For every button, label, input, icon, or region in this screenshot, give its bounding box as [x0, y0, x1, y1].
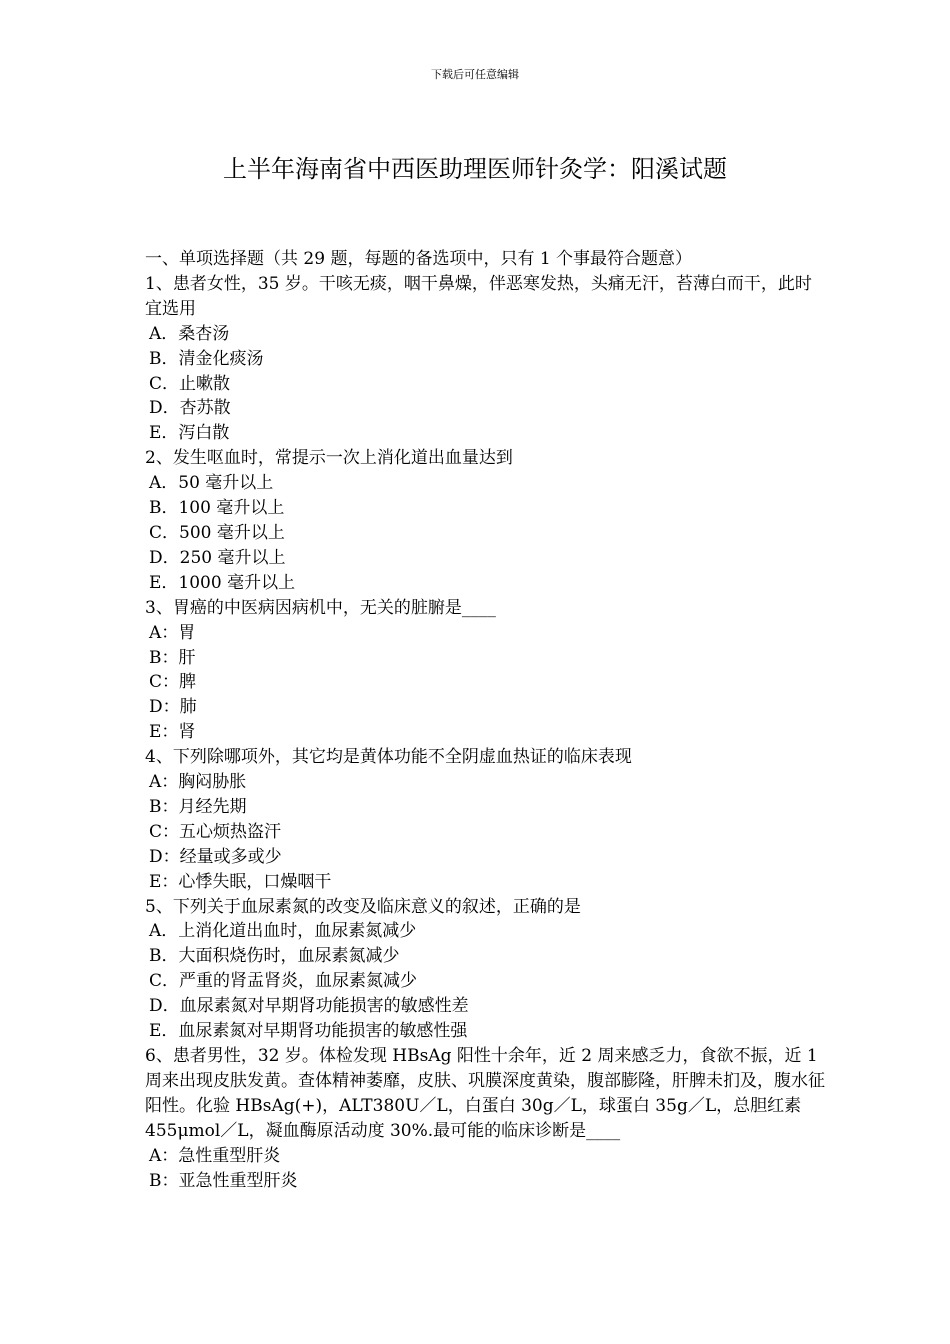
- section-heading: 一、单项选择题（共 29 题，每题的备选项中，只有 1 个事最符合题意）: [145, 249, 693, 269]
- option-b: B：亚急性重型肝炎: [149, 1170, 298, 1191]
- question-1: [145, 272, 825, 446]
- page-header-note: 下载后可任意编辑: [431, 68, 519, 81]
- question-stem: 1、患者女性，35 岁。干咳无痰，咽干鼻燥，伴恶寒发热，头痛无汗，苔薄白而干，此时宜选用: [145, 273, 812, 319]
- option-e: E．泻白散: [149, 423, 230, 444]
- question-stem: 4、下列除哪项外，其它均是黄体功能不全阴虚血热证的临床表现: [145, 747, 632, 768]
- document-title: 上半年海南省中西医助理医师针灸学：阳溪试题: [223, 155, 727, 183]
- question-4: [145, 745, 825, 894]
- option-d: D：肺: [149, 697, 197, 718]
- option-a: A．桑杏汤: [149, 323, 230, 344]
- option-b: B：肝: [149, 647, 196, 668]
- question-stem: 3、胃癌的中医病因病机中，无关的脏腑是____: [145, 597, 496, 618]
- option-c: C．止嗽散: [149, 373, 231, 394]
- option-c: C：五心烦热盗汗: [149, 821, 282, 842]
- option-d: D：经量或多或少: [149, 846, 282, 867]
- option-e: E．血尿素氮对早期肾功能损害的敏感性强: [149, 1021, 468, 1042]
- option-a: A．上消化道出血时，血尿素氮减少: [149, 921, 417, 942]
- option-a: A：胃: [149, 622, 196, 643]
- question-2: [145, 446, 825, 595]
- option-e: E：肾: [149, 722, 196, 743]
- option-e: E：心悸失眠，口燥咽干: [149, 871, 332, 892]
- question-6: [145, 1044, 825, 1193]
- option-d: D．250 毫升以上: [149, 547, 286, 568]
- question-stem: 5、下列关于血尿素氮的改变及临床意义的叙述，正确的是: [145, 896, 581, 917]
- option-a: A：急性重型肝炎: [149, 1145, 281, 1166]
- option-b: B：月经先期: [149, 796, 247, 817]
- option-a: A．50 毫升以上: [149, 473, 274, 494]
- question-3: [145, 596, 825, 745]
- option-e: E．1000 毫升以上: [149, 572, 296, 593]
- option-c: C．严重的肾盂肾炎，血尿素氮减少: [149, 971, 418, 992]
- option-d: D．血尿素氮对早期肾功能损害的敏感性差: [149, 996, 469, 1017]
- option-c: C．500 毫升以上: [149, 522, 285, 543]
- option-b: B．大面积烧伤时，血尿素氮减少: [149, 946, 400, 967]
- question-5: [145, 895, 825, 1044]
- option-d: D．杏苏散: [149, 398, 231, 419]
- option-c: C：脾: [149, 672, 197, 693]
- option-b: B．100 毫升以上: [149, 498, 285, 519]
- document-body: [145, 247, 825, 1193]
- option-b: B．清金化痰汤: [149, 348, 264, 369]
- option-a: A：胸闷胁胀: [149, 772, 247, 793]
- question-stem: 2、发生呕血时，常提示一次上消化道出血量达到: [145, 448, 513, 469]
- question-stem: 6、患者男性，32 岁。体检发现 HBsAg 阳性十余年，近 2 周来感乏力，食欲不振，近 1 周来出现皮肤发黄。查体精神萎靡，皮肤、巩膜深度黄染，腹部膨隆，肝脾未扪及，腹水征阳性。化验 HBsAg(+)，ALT380U／L，白蛋白 30g／L，球蛋白 35g／L，总胆红素 455μmol／L，凝血酶原活动度 30%.最可能的临床诊断是____: [145, 1046, 825, 1141]
